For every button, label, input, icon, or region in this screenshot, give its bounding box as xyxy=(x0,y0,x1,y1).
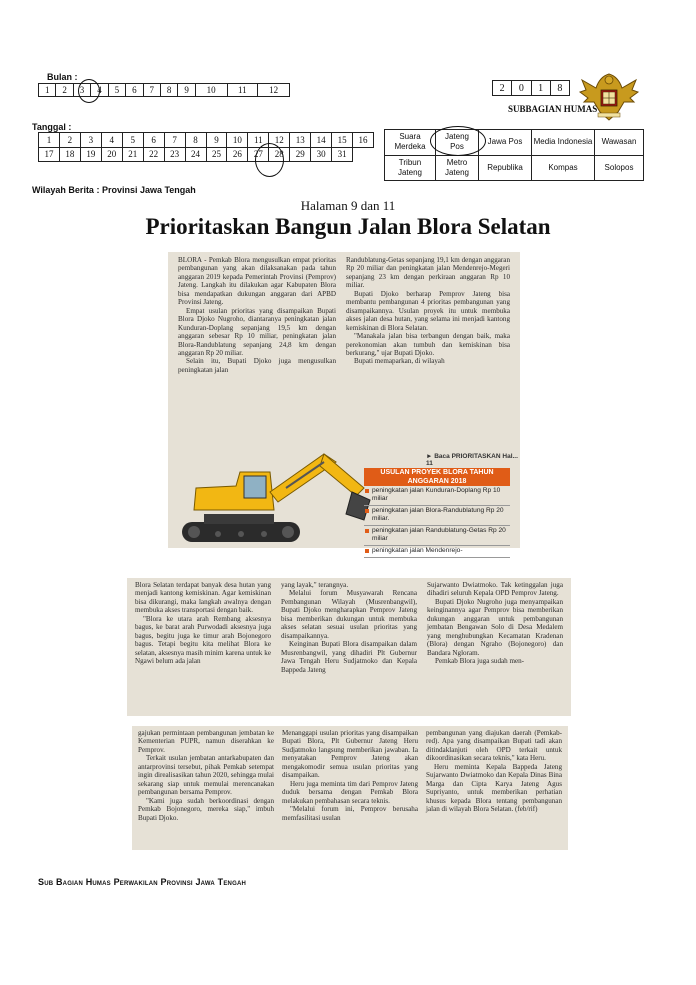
month-cell: 4 xyxy=(91,84,108,97)
date-cell: 19 xyxy=(80,147,101,162)
month-cell: 7 xyxy=(143,84,160,97)
month-cell: 8 xyxy=(160,84,177,97)
continued-column-4 xyxy=(138,729,274,822)
media-selected-circle xyxy=(430,126,486,156)
article-column-2 xyxy=(346,256,510,366)
media-cell: Wawasan xyxy=(595,130,644,156)
project-box-item: peningkatan jalan Blora-Randublatung Rp 20 miliar. xyxy=(364,506,510,526)
continued-column-5 xyxy=(282,729,418,822)
excavator-image-icon xyxy=(174,448,374,546)
date-cell: 27 xyxy=(248,147,269,162)
date-cell: 16 xyxy=(353,133,374,148)
month-selected-circle xyxy=(78,79,100,103)
paragraph: Sujarwanto Dwiatmoko. Tak ketinggalan juga dihadiri seluruh Kepala OPD Pemprov Jateng. xyxy=(427,581,563,598)
paragraph: BLORA - Pemkab Blora mengusulkan empat prioritas pembangunan yang akan dilaksanakan pada tahun anggaran 2019 kepada Pemerintah Provinsi (Pemprov) Jateng. Langkah itu dilakukan agar Kabupaten Blora bisa mendapatkan dukungan anggaran dari APBD Provinsi Jateng. xyxy=(178,256,336,307)
date-cell: 22 xyxy=(143,147,164,162)
continued-column-2 xyxy=(281,581,417,674)
date-cell: 7 xyxy=(164,133,185,148)
paragraph: "Melalui forum ini, Pemprov berusaha memfasilitasi usulan xyxy=(282,805,418,822)
date-cell: 18 xyxy=(59,147,80,162)
article-title: Prioritaskan Bangun Jalan Blora Selatan xyxy=(145,214,551,239)
media-cell: Tribun Jateng xyxy=(385,155,436,181)
paragraph: Terkait usulan jembatan antarkabupaten dan antarprovinsi tersebut, pihak Pemkab setempat ingin direalisasikan tahun 2020, sehingga mulai sekarang siap untuk memulai merencanakan pembangunan bersama Pemprov. xyxy=(138,754,274,797)
paragraph: "Manakala jalan bisa terbangun dengan baik, maka perekonomian akan tumbuh dan kemiskinan bisa berkurang," ujar Bupati Djoko. xyxy=(346,332,510,357)
paragraph: Empat usulan prioritas yang disampaikan Bupati Blora Djoko Nugroho, diantaranya peningkatan jalan Kunduran-Doplang sepanjang 19,5 km dengan anggaran sebesar Rp 10 miliar, peningkatan jalan Blora-Randublatung sepanjang 24,8 km dengan anggaran Rp 20 miliar. xyxy=(178,306,336,357)
paragraph: Pemkab Blora juga sudah men- xyxy=(435,657,525,666)
date-cell: 20 xyxy=(101,147,122,162)
date-cell: 9 xyxy=(206,133,227,148)
paragraph: gajukan permintaan pembangunan jembatan ke Kementerian PUPR, namun diserahkan ke Pemprov. xyxy=(138,729,274,754)
page-reference: Halaman 9 dan 11 xyxy=(300,198,396,213)
year-digit: 1 xyxy=(531,81,550,96)
month-cell: 10 xyxy=(195,84,227,97)
article-clip-continued-top xyxy=(127,578,571,716)
paragraph: Keinginan Bupati Blora disampaikan dalam Musrenbangwil, yang dihadiri Plt Gubernur Jawa Tengah Heru Sudjatmoko dan Kepala Bappeda Jateng xyxy=(281,640,417,674)
month-cell: 3 xyxy=(73,84,90,97)
media-cell: Kompas xyxy=(532,155,595,181)
paragraph: yang layak," terangnya. xyxy=(281,581,349,589)
date-grid xyxy=(38,132,374,162)
date-cell: 14 xyxy=(311,133,332,148)
paragraph: pembangunan yang diajukan daerah (Pemkab-red). Apa yang disampaikan Bupati tadi akan ditindaklanjuti oleh OPD terkait untuk dikoordinasikan secara teknis," kata Heru. xyxy=(426,729,562,763)
date-cell: 6 xyxy=(143,133,164,148)
date-cell: 26 xyxy=(227,147,248,162)
paragraph: Bupati Djoko Nugroho juga menyampaikan keinginannya agar Pemprov bisa memberikan dukungan anggaran untuk pembangunan jembatan Bengawan Solo di Desa Medalem yang menghubungkan Kecamatan Kradenan (Blora) dengan Ngraho (Bojonegoro) dan Bandara Ngloram. xyxy=(427,597,563,657)
date-cell: 11 xyxy=(248,133,269,148)
date-cell: 23 xyxy=(164,147,185,162)
paragraph: Heru meminta Kepala Bappeda Jateng Sujarwanto Dwiatmoko dan Kepala Dinas Bina Marga dan Cipta Karya Jateng Agus Supriyanto, untuk memberikan perhatian khusus kepada Blora tentang pembangunan jalan di wilayah Blora Selatan. (feb/rif) xyxy=(426,762,562,814)
paragraph: "Blora ke utara arah Rembang aksesnya bagus, ke barat arah Purwodadi aksesnya juga bagus, begitu juga ke timur arah Bojonegoro bagus. Tetapi begitu kita melihat Blora ke selatan, aksesnya masih minim karena untuk ke Ngawi belum ada jalan xyxy=(135,614,271,666)
project-box xyxy=(364,468,510,558)
paragraph: Melalui forum Musyawarah Rencana Pembangunan Wilayah (Musrenbangwil), Bupati Djoko mengharapkan Pemprov Jateng bisa memberikan dukungan untuk membuka akses selatan sesuai usulan prioritas yang disampaikannya. xyxy=(281,589,417,640)
paragraph: Randublatung-Getas sepanjang 19,1 km dengan anggaran Rp 20 miliar dan peningkatan jalan Mendenrejo-Megeri sepanjang 23 km dengan perkiraan anggaran Rp 10 miliar. xyxy=(346,256,510,290)
month-cell: 9 xyxy=(178,84,195,97)
month-cell: 6 xyxy=(126,84,143,97)
media-cell: Republika xyxy=(479,155,532,181)
article-clip-main xyxy=(168,252,520,554)
paragraph: Selain itu, Bupati Djoko juga mengusulkan peningkatan jalan xyxy=(178,357,336,374)
date-cell: 10 xyxy=(227,133,248,148)
paragraph: Blora Selatan terdapat banyak desa hutan yang menjadi kantong kemiskinan. Agar kemiskinan bisa dikurangi, maka langkah awalnya dengan membuka akses transportasi dengan baik. xyxy=(135,581,271,615)
article-clip-continued-bottom xyxy=(132,726,568,850)
media-cell: Metro Jateng xyxy=(436,155,479,181)
footer-office: Sub Bagian Humas Perwakilan Provinsi Jawa Tengah xyxy=(38,877,247,887)
date-cell: 12 xyxy=(269,133,290,148)
year-grid xyxy=(492,80,570,96)
media-cell: Suara Merdeka xyxy=(385,130,436,156)
date-cell: 28 xyxy=(269,147,290,162)
project-box-item: peningkatan jalan Mendenrejo- xyxy=(364,546,510,558)
tanggal-label: Tanggal : xyxy=(32,122,72,132)
date-cell: 25 xyxy=(206,147,227,162)
year-digit: 8 xyxy=(550,81,569,96)
paragraph: Bupati Djoko berharap Pemprov Jateng bisa membantu pembangunan 4 prioritas pembangunan yang disampaikannya. Usulan proyek itu untuk membuka akses jalan desa hutan, yang selama ini menjadi kantong kemiskinan di Blora Selatan. xyxy=(346,289,510,332)
month-grid xyxy=(38,83,290,97)
date-selected-circle xyxy=(255,143,284,177)
garuda-emblem-icon xyxy=(578,68,640,124)
wilayah-berita: Wilayah Berita : Provinsi Jawa Tengah xyxy=(32,185,196,195)
date-cell: 29 xyxy=(290,147,311,162)
date-cell: 31 xyxy=(332,147,353,162)
date-cell: 17 xyxy=(39,147,60,162)
date-cell: 24 xyxy=(185,147,206,162)
month-cell: 5 xyxy=(108,84,125,97)
date-cell: 3 xyxy=(80,133,101,148)
date-cell: 21 xyxy=(122,147,143,162)
date-cell: 15 xyxy=(332,133,353,148)
paragraph: "Kami juga sudah berkoordinasi dengan Pemkab Bojonegoro, mereka siap," imbuh Bupati Djoko. xyxy=(138,796,274,822)
date-cell: 13 xyxy=(290,133,311,148)
media-cell: Solopos xyxy=(595,155,644,181)
date-cell: 8 xyxy=(185,133,206,148)
media-cell: Jawa Pos xyxy=(479,130,532,156)
office-name: SUBBAGIAN HUMAS xyxy=(508,104,598,114)
date-cell: 5 xyxy=(122,133,143,148)
paragraph: Menanggapi usulan prioritas yang disampaikan Bupati Blora, Plt Gubernur Jateng Heru Sudjatmoko langsung memberikan jawaban. Ia menyatakan Pemprov Jateng akan mengakomodir semua usulan prioritas yang disampaikan. xyxy=(282,729,418,780)
bulan-label: Bulan : xyxy=(47,72,78,82)
project-box-item: peningkatan jalan Randublatung-Getas Rp 20 miliar xyxy=(364,526,510,546)
continued-column-1 xyxy=(135,581,271,666)
date-cell: 30 xyxy=(311,147,332,162)
date-cell-empty xyxy=(353,147,374,162)
date-cell: 1 xyxy=(39,133,60,148)
month-cell: 1 xyxy=(39,84,56,97)
project-box-title: USULAN PROYEK BLORA TAHUN ANGGARAN 2018 xyxy=(364,468,510,486)
date-cell: 2 xyxy=(59,133,80,148)
month-cell: 12 xyxy=(258,84,290,97)
media-cell: Media Indonesia xyxy=(532,130,595,156)
continued-reference: ► Baca PRIORITASKAN Hal... 11 xyxy=(426,453,518,467)
month-cell: 11 xyxy=(227,84,258,97)
year-digit: 2 xyxy=(493,81,512,96)
month-cell: 2 xyxy=(56,84,73,97)
article-column-1 xyxy=(178,256,336,374)
year-digit: 0 xyxy=(512,81,531,96)
media-cell: Jateng Pos xyxy=(436,130,479,156)
date-cell: 4 xyxy=(101,133,122,148)
continued-column-6 xyxy=(426,729,562,814)
paragraph: Bupati memaparkan, di wilayah xyxy=(354,357,445,366)
project-box-item: peningkatan jalan Kunduran-Doplang Rp 10 miliar xyxy=(364,486,510,506)
paragraph: Heru juga meminta tim dari Pemprov Jateng duduk bersama dengan Pemkab Blora melakukan pembahasan secara teknis. xyxy=(282,779,418,805)
continued-column-3 xyxy=(427,581,563,666)
media-table xyxy=(384,129,644,181)
